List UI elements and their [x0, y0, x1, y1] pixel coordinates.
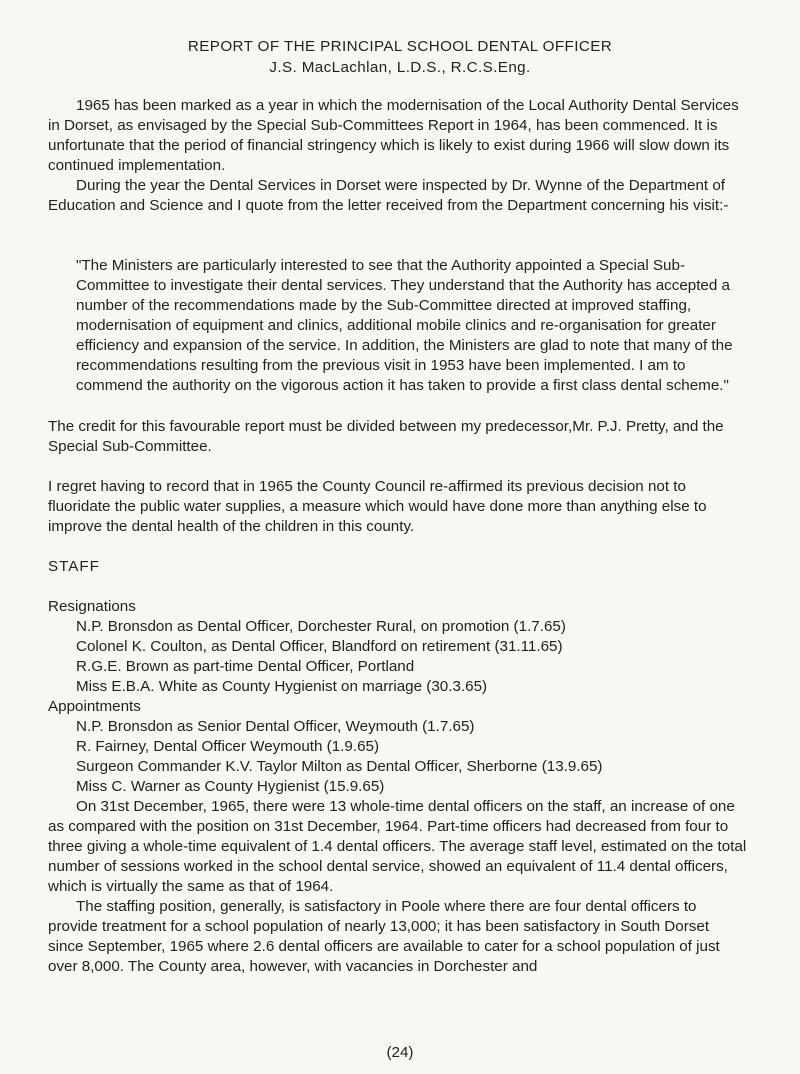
list-item: R.G.E. Brown as part-time Dental Officer, Portland: [76, 658, 415, 675]
paragraph-intro: 1965 has been marked as a year in which the modernisation of the Local Authority Dental Services in Dorset, as envisaged by the Special Sub-Committees Report in 1964, has been commenced. It is unfortunate that the period of financial stringency which is likely to exist during 1966 will slow down its continued implementation.: [48, 97, 739, 174]
resignations-list: [76, 617, 756, 697]
list-item: N.P. Bronsdon as Dental Officer, Dorchester Rural, on promotion (1.7.65): [76, 618, 566, 635]
paragraph-staff-level: On 31st December, 1965, there were 13 whole-time dental officers on the staff, an increase of one as compared with the position on 31st December, 1964. Part-time officers had decreased from four to three giving a whole-time equivalent of 1.4 dental officers. The average staff level, estimated on the total number of sessions worked in the school dental service, showed an equivalent of 11.4 dental officers, which is virtually the same as that of 1964.: [48, 798, 747, 895]
paragraph-credit: The credit for this favourable report must be divided between my predecessor,Mr. P.J. Pretty, and the Special Sub-Committee.: [48, 418, 724, 455]
ministry-quote: "The Ministers are particularly interested to see that the Authority appointed a Special Sub-Committee to investigate their dental services. They understand that the Authority has accepted a number of the recommendations made by the Sub-Committee directed at improved staffing, modernisation of equipment and clinics, additional mobile clinics and re-organisation for greater efficiency and expansion of the service. In addition, the Ministers are glad to note that many of the recommendations resulting from the previous visit in 1953 have been implemented. I am to commend the authority on the vigorous action it has taken to provide a first class dental scheme.": [76, 257, 733, 394]
resignations-heading: Resignations: [48, 598, 136, 615]
paragraph-fluoridation: I regret having to record that in 1965 the County Council re-affirmed its previous decision not to fluoridate the public water supplies, a measure which would have done more than anything else to improve the dental health of the children in this county.: [48, 478, 707, 535]
list-item: Surgeon Commander K.V. Taylor Milton as Dental Officer, Sherborne (13.9.65): [76, 758, 603, 775]
list-item: N.P. Bronsdon as Senior Dental Officer, Weymouth (1.7.65): [76, 718, 475, 735]
paragraph-staffing-position: The staffing position, generally, is satisfactory in Poole where there are four dental officers to provide treatment for a school population of nearly 13,000; it has been satisfactory in South Dorset since September, 1965 where 2.6 dental officers are available to cater for a school population of just over 8,000. The County area, however, with vacancies in Dorchester and: [48, 898, 720, 975]
list-item: Colonel K. Coulton, as Dental Officer, Blandford on retirement (31.11.65): [76, 638, 563, 655]
report-title: REPORT OF THE PRINCIPAL SCHOOL DENTAL OFFICER: [187, 38, 613, 55]
list-item: Miss E.B.A. White as County Hygienist on marriage (30.3.65): [76, 678, 488, 695]
list-item: R. Fairney, Dental Officer Weymouth (1.9.65): [76, 738, 380, 755]
appointments-list: [76, 717, 756, 797]
appointments-heading: Appointments: [48, 698, 141, 715]
page-number: (24): [386, 1044, 414, 1061]
report-author: J.S. MacLachlan, L.D.S., R.C.S.Eng.: [269, 59, 531, 76]
paragraph-inspection: During the year the Dental Services in Dorset were inspected by Dr. Wynne of the Department of Education and Science and I quote from the letter received from the Department concerning his visit:-: [48, 177, 729, 214]
staff-heading: STAFF: [48, 558, 100, 575]
list-item: Miss C. Warner as County Hygienist (15.9.65): [76, 778, 385, 795]
